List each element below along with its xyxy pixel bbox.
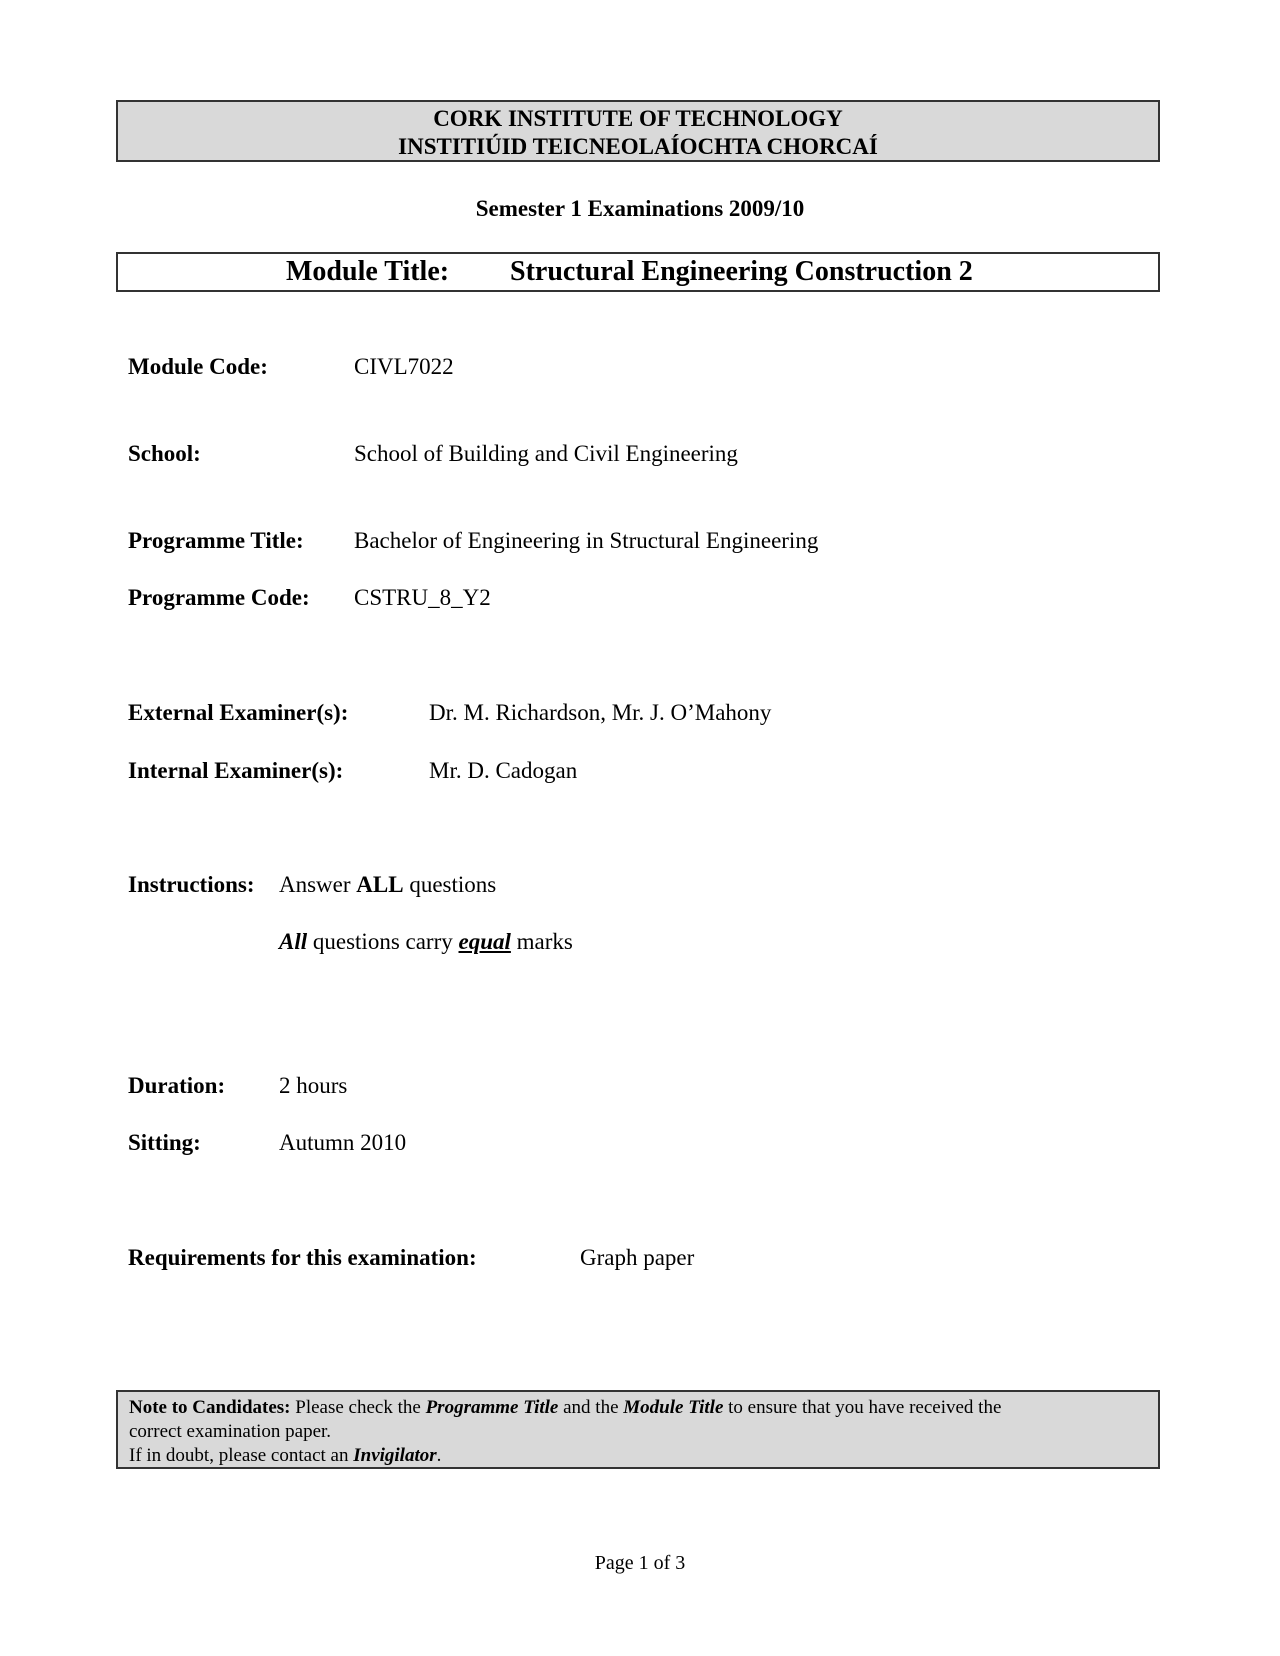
instructions-line-1: Answer ALL questions <box>279 872 497 897</box>
semester-title: Semester 1 Examinations 2009/10 <box>475 196 805 221</box>
external-examiners-label: External Examiner(s): <box>128 700 349 725</box>
module-code-value: CIVL7022 <box>354 354 454 379</box>
institute-header <box>116 100 1160 162</box>
instructions-line-2: All questions carry equal marks <box>279 929 573 954</box>
duration-label: Duration: <box>128 1073 226 1098</box>
requirements-label: Requirements for this examination: <box>128 1245 477 1270</box>
institute-name-english: CORK INSTITUTE OF TECHNOLOGY <box>433 106 843 131</box>
internal-examiners-label: Internal Examiner(s): <box>128 758 344 783</box>
institute-name-irish: INSTITIÚID TEICNEOLAÍOCHTA CHORCAÍ <box>398 134 878 159</box>
sitting-label: Sitting: <box>128 1130 201 1155</box>
module-title-value: Structural Engineering Construction 2 <box>510 256 973 287</box>
programme-code-value: CSTRU_8_Y2 <box>354 585 491 610</box>
school-value: School of Building and Civil Engineering <box>354 441 738 466</box>
sitting-value: Autumn 2010 <box>279 1130 407 1155</box>
page-number: Page 1 of 3 <box>594 1552 686 1574</box>
module-code-label: Module Code: <box>128 354 268 379</box>
programme-code-label: Programme Code: <box>128 585 310 610</box>
note-line-1: Note to Candidates: Please check the Programme Title and the Module Title to ensure that you have received the <box>129 1397 1002 1418</box>
module-title-box <box>116 252 1160 292</box>
duration-value: 2 hours <box>279 1073 348 1098</box>
programme-title-label: Programme Title: <box>128 528 304 553</box>
requirements-value: Graph paper <box>580 1245 695 1270</box>
internal-examiners-value: Mr. D. Cadogan <box>429 758 578 783</box>
note-line-3: If in doubt, please contact an Invigilator. <box>129 1445 442 1466</box>
note-line-2: correct examination paper. <box>129 1421 332 1442</box>
external-examiners-value: Dr. M. Richardson, Mr. J. O’Mahony <box>429 700 772 725</box>
school-label: School: <box>128 441 201 466</box>
instructions-label: Instructions: <box>128 872 255 897</box>
note-to-candidates <box>116 1390 1160 1469</box>
module-title-label: Module Title: <box>286 256 450 287</box>
programme-title-value: Bachelor of Engineering in Structural Engineering <box>354 528 819 553</box>
